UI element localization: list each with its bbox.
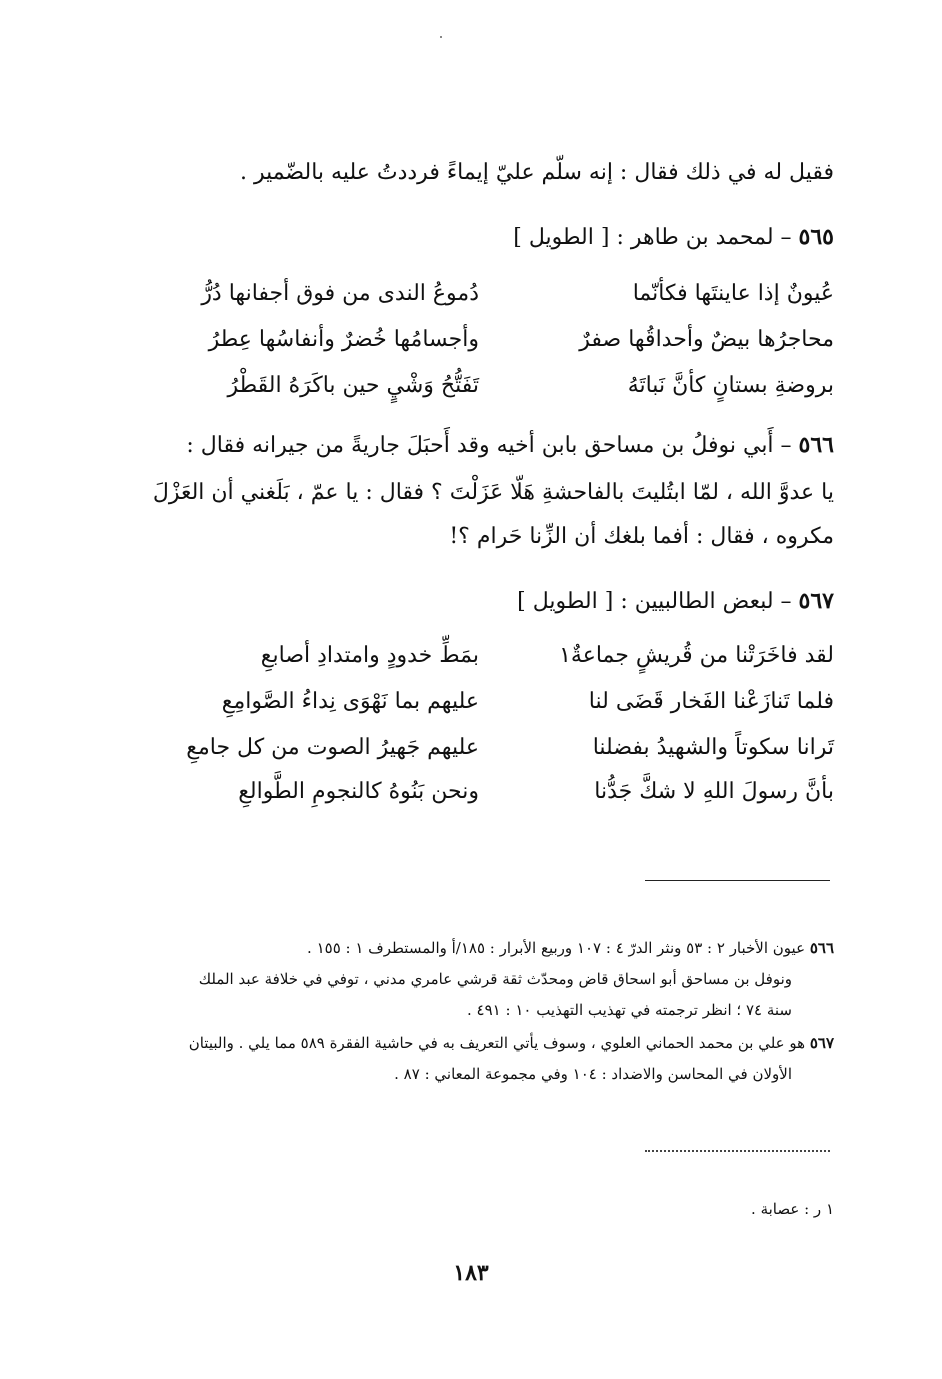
entry-number: ٥٦٧ <box>798 588 834 614</box>
verse-567-3 <box>186 728 834 768</box>
footnote-text: هو علي بن محمد الحماني العلوي ، وسوف يأتي التعريف به في حاشية الفقرة ٥٨٩ مما يلي . والبيتان <box>188 1034 806 1052</box>
variant-separator <box>645 1150 830 1152</box>
verse-565-1 <box>194 274 834 314</box>
entry-heading-text: – لمحمد بن طاهر : [ الطويل ] <box>513 225 792 250</box>
hemistich-second: بمَطِّ خدودٍ وامتدادِ أصابعِ <box>260 643 479 668</box>
hemistich-first: لقد فاخَرَتْنا من قُريشٍ جماعةٌ١ <box>559 643 834 668</box>
footnote-566-line-3: سنة ٧٤ ؛ انظر ترجمته في تهذيب التهذيب ١٠ : ٤٩١ . <box>467 1001 792 1019</box>
verse-567-1 <box>194 636 834 676</box>
entry-number: ٥٦٥ <box>798 224 834 250</box>
hemistich-first: بروضةِ بستانٍ كأنَّ نَباتَهُ <box>627 373 834 398</box>
hemistich-first: بأنَّ رسولَ اللهِ لا شكَّ جَدُّنا <box>594 779 834 804</box>
entry-566-line-2: يا عدوَّ الله ، لمّا ابتُليتَ بالفاحشةِ هَلّا عَزَلْتَ ؟ فقال : يا عمّ ، بَلَغني أن العَزْلَ <box>152 480 834 505</box>
hemistich-first: تَرانا سكوتاً والشهيدُ بفضلنا <box>592 735 834 760</box>
hemistich-second: عليهم بما نَهْوَى نِداءُ الصَّوامِعِ <box>221 689 479 714</box>
verse-567-4 <box>194 772 834 812</box>
verse-565-2 <box>194 320 834 360</box>
hemistich-first: محاجرُها بيضٌ وأحداقُها صفرٌ <box>579 327 834 352</box>
entry-number: ٥٦٦ <box>798 432 834 458</box>
hemistich-first: فلما تَنازَعْنا الفَخار قَضَى لنا <box>588 689 834 714</box>
verse-567-2 <box>194 682 834 722</box>
entry-heading-text: – لبعض الطالبيين : [ الطويل ] <box>517 589 792 614</box>
footnote-566-line-1 <box>154 935 834 961</box>
footnote-567-line-2: الأولان في المحاسن والاضداد : ١٠٤ وفي مجموعة المعاني : ٨٧ . <box>394 1065 792 1083</box>
hemistich-first: عُيونٌ إذا عاينتَها فكأنّما <box>632 281 834 306</box>
footnote-text: عيون الأخبار ٢ : ٥٣ ونثر الدرّ ٤ : ١٠٧ وربيع الأبرار : ١٨٥/أ والمستطرف ١ : ١٥٥ . <box>307 939 806 957</box>
footnote-number: ٥٦٧ <box>809 1034 834 1052</box>
footnote-separator <box>645 880 830 881</box>
footnote-566-line-2: ونوفل بن مساحق أبو اسحاق قاض ومحدّث ثقة قرشي عامري مدني ، توفي في خلافة عبد الملك <box>198 970 792 988</box>
hemistich-second: عليهم جَهيرُ الصوت من كل جامعِ <box>186 735 479 760</box>
entry-566-line-3: مكروه ، فقال : أفما بلغك أن الزِّنا حَرام ؟! <box>449 524 834 549</box>
variant-note: ١ ر : عصابة . <box>751 1200 834 1218</box>
hemistich-second: تَفَتُّحُ وَشْيٍ حين باكَرَهُ القَطْرُ <box>227 373 479 398</box>
page-number: ١٨٣ <box>453 1260 489 1286</box>
footnote-567-line-1 <box>154 1030 834 1056</box>
hemistich-second: دُموعُ الندى من فوق أجفانها دُرُّ <box>201 281 479 306</box>
entry-text: – أَبي نوفلُ بن مساحق بابن أخيه وقد أَحبَلَ جاريةً من جيرانه فقال : <box>186 433 792 458</box>
hemistich-second: وأجسامُها خُضرٌ وأنفاسُها عِطرُ <box>208 327 479 352</box>
verse-565-3 <box>194 366 834 406</box>
entry-566-line-1 <box>154 428 834 463</box>
hemistich-second: ونحن بَنُوهُ كالنجومِ الطَّوالعِ <box>238 779 479 804</box>
footnote-number: ٥٦٦ <box>809 939 834 957</box>
scan-speck <box>440 36 442 38</box>
entry-565-heading <box>154 220 834 255</box>
entry-567-heading <box>154 584 834 619</box>
intro-line: فقيل له في ذلك فقال : إنه سلّم عليّ إيماءً فرددتُ عليه بالضّمير . <box>239 160 834 185</box>
